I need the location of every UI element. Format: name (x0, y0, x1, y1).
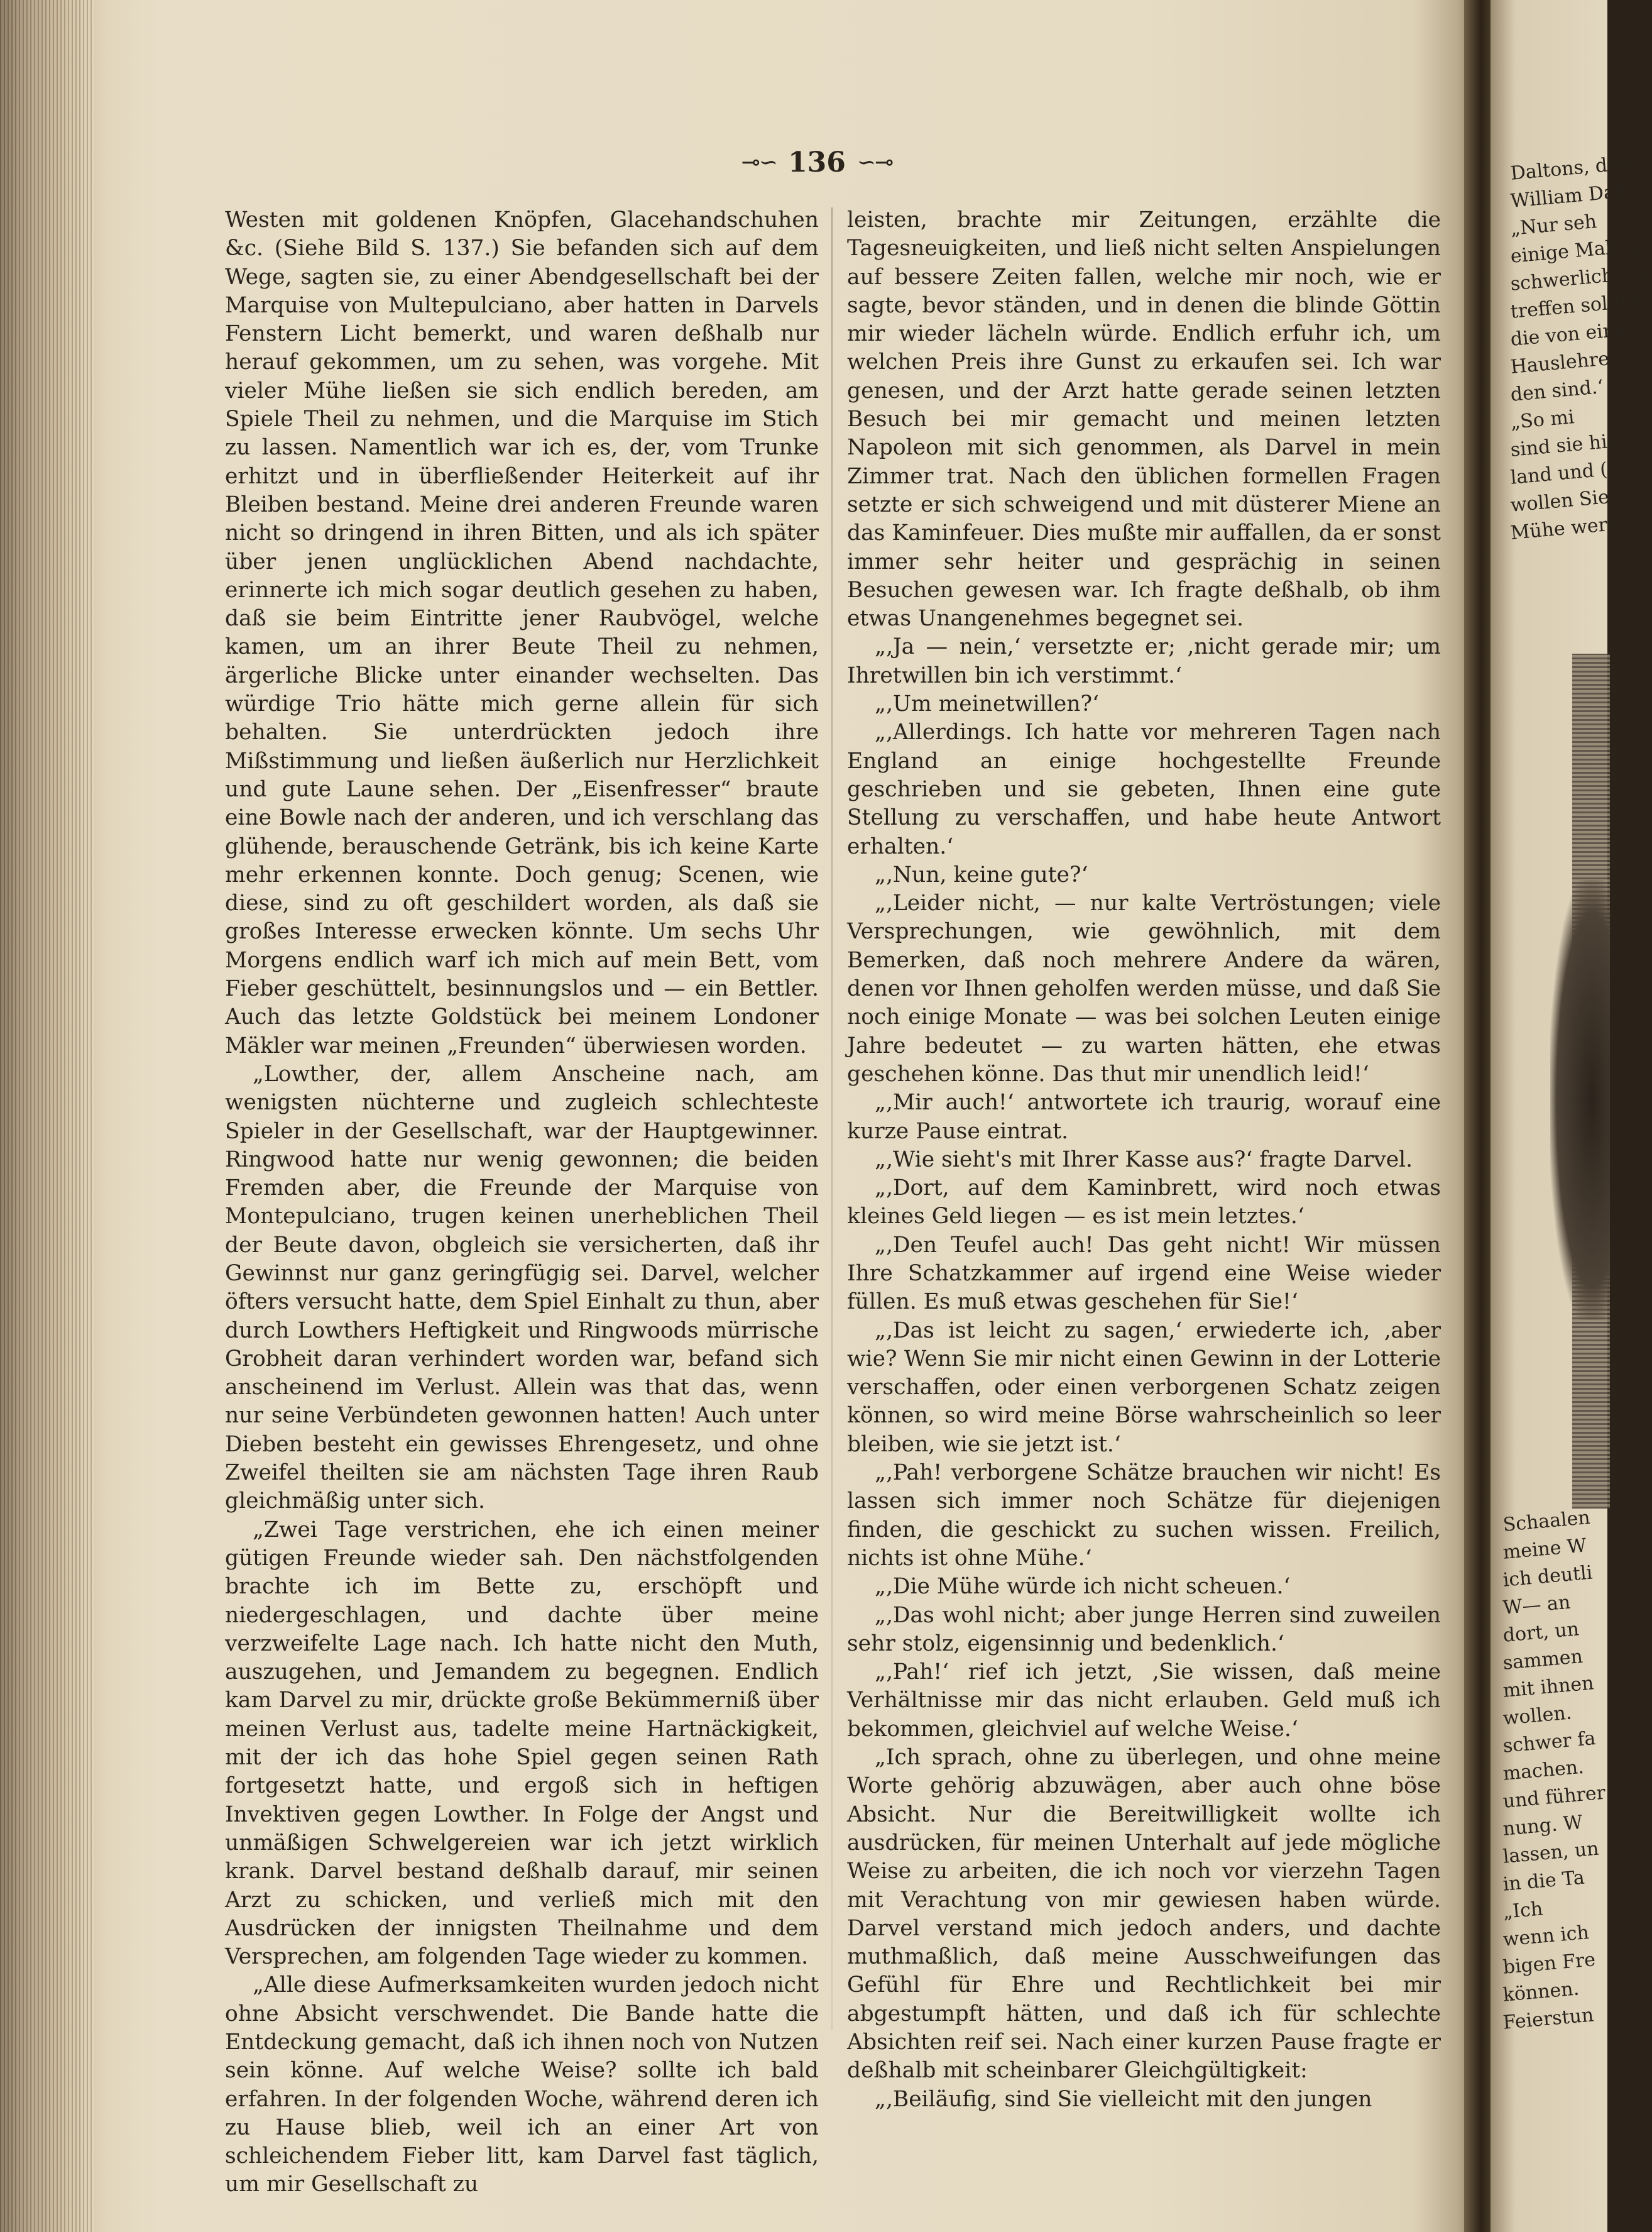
right-page-text-bottom (1502, 1506, 1619, 2037)
text-fragment: „Ich (1502, 1898, 1544, 1923)
text-fragment: „So mi (1509, 406, 1575, 434)
paragraph: „‚Den Teufel auch! Das geht nicht! Wir müssen Ihre Schatzkammer auf irgend eine Weise wieder füllen. Es muß etwas geschehen für Sie!‘ (847, 1232, 1441, 1315)
text-fragment: Schaalen (1502, 1506, 1591, 1536)
text-fragment: sammen (1502, 1645, 1584, 1674)
text-fragment: schwer fa (1502, 1727, 1597, 1757)
text-fragment: machen. (1502, 1756, 1585, 1785)
page-number: 136 (788, 146, 846, 179)
right-column (847, 206, 1441, 2114)
text-fragment: nung. W (1502, 1811, 1584, 1840)
text-fragment: treffen sollten (1509, 289, 1646, 323)
text-fragment: William Dalt (1509, 180, 1629, 212)
text-fragment: die von einer (1509, 317, 1636, 351)
ornament-left: ⊸∽ (741, 149, 777, 175)
paragraph: „‚Um meinetwillen?‘ (875, 691, 1099, 717)
paragraph: „Lowther, der, allem Anscheine nach, am wenigsten nüchterne und zugleich schlechteste Spieler in der Gesellschaft, war der Hauptgewinner. Ringwood hatte nur wenig gewonnen; die beiden Fremden aber, die Freunde der Marquise von Montepulciano, trugen keinen unerheblichen Theil der Beute davon, obgleich sie versicherten, daß ihr Gewinnst nur ganz geringfügig sei. Darvel, welcher öfters versucht hatte, dem Spiel Einhalt zu thun, aber durch Lowthers Heftigkeit und Ringwoods mürrische Grobheit daran verhindert worden war, befand sich anscheinend im Verlust. Allein was that das, wenn nur seine Verbündeten gewonnen hatten! Auch unter Dieben besteht ein gewisses Ehrengesetz, und ohne Zweifel theilten sie am nächsten Tage ihren Raub gleichmäßig unter sich. (225, 1061, 819, 1514)
text-fragment: W— an (1502, 1591, 1572, 1619)
text-fragment: sind sie hier (1509, 429, 1629, 461)
ornament-right: ∽⊸ (856, 149, 893, 175)
text-fragment: und führer (1502, 1781, 1607, 1813)
paragraph: „Ich sprach, ohne zu überlegen, und ohne meine Worte gehörig abzuwägen, aber auch ohne böse Absicht. Nur die Bereitwilligkeit wollte ich ausdrücken, für meinen Unterhalt auf jede mögliche Weise zu arbeiten, die ich noch vor vierzehn Tagen mit Verachtung von mir gewiesen haben würde. Darvel verstand mich jedoch anders, und dachte muthmaßlich, daß meine Ausschweifungen das Gefühl für Ehre und Rechtlichkeit bei mir abgestumpft hätten, und daß ich für schlechte Absichten reif sei. Nach einer kurzen Pause fragte er deßhalb mit scheinbarer Gleichgültigkeit: (847, 1745, 1441, 2084)
text-fragment: ich deutli (1502, 1561, 1594, 1592)
paragraph: Westen mit goldenen Knöpfen, Glacehandschuhen &c. (Siehe Bild S. 137.) Sie befanden sich auf dem Wege, sagten sie, zu einer Abendgesellschaft bei der Marquise von Multepulciano, aber hatten in Darvels Fenstern Licht bemerkt, und waren deßhalb nur herauf gekommen, um zu sehen, was vorgehe. Mit vieler Mühe ließen sie sich endlich bereden, am Spiele Theil zu nehmen, und die Marquise im Stich zu lassen. Namentlich war ich es, der, vom Trunke erhitzt und in überfließender Heiterkeit auf ihr Bleiben bestand. Meine drei anderen Freunde waren nicht so dringend in ihren Bitten, und als ich später über jenen unglücklichen Abend nachdachte, erinnerte ich mich sogar deutlich gesehen zu haben, daß sie beim Eintritte jener Raubvögel, welche kamen, um an ihrer Beute Theil zu nehmen, ärgerliche Blicke unter einander wechselten. Das würdige Trio hätte mich gerne allein für sich behalten. Sie unterdrückten jedoch ihre Mißstimmung und ließen äußerlich nur Herzlichkeit und gute Laune sehen. Der „Eisenfresser“ braute eine Bowle nach der anderen, und ich verschlang das glühende, berauschende Getränk, bis ich keine Karte mehr erkennen konnte. Doch genug; Scenen, wie diese, sind zu oft geschildert worden, als daß sie großes Interesse erwecken könnte. Um sechs Uhr Morgens endlich warf ich mich auf mein Bett, vom Fieber geschüttelt, besinnungslos und — ein Bettler. Auch das letzte Goldstück bei meinem Londoner Mäkler war meinen „Freunden“ überwiesen worden. (225, 207, 819, 1058)
column-divider (831, 207, 833, 2030)
paragraph: „‚Mir auch!‘ antwortete ich traurig, worauf eine kurze Pause eintrat. (847, 1090, 1441, 1144)
text-fragment: wollen Sie (1509, 486, 1611, 517)
text-fragment: können. (1502, 1977, 1580, 2006)
text-fragment: Mühe wert (1509, 513, 1616, 544)
paragraph: „‚Leider nicht, — nur kalte Vertröstungen; viele Versprechungen, wie gewöhnlich, mit dem Bemerken, daß noch mehrere Andere da wären, denen vor Ihnen geholfen werden müsse, und daß Sie noch einige Monate — was bei solchen Leuten einige Jahre bedeutet — zu warten hätten, ehe etwas geschehen könne. Das thut mir unendlich leid!‘ (847, 891, 1441, 1087)
text-fragment: in die Ta (1502, 1866, 1586, 1896)
text-fragment: Feierstun (1502, 2004, 1595, 2034)
text-fragment: schwerlich mit (1509, 261, 1652, 295)
page-edges (0, 0, 94, 2232)
right-page-text-top (1509, 152, 1652, 547)
paragraph: „‚Pah! verborgene Schätze brauchen wir nicht! Es lassen sich immer noch Schätze für diejenigen finden, die geschickt zu suchen wissen. Freilich, nichts ist ohne Mühe.‘ (847, 1460, 1441, 1571)
text-fragment: Daltons, den (1509, 152, 1632, 185)
text-fragment: „Nur seh (1509, 211, 1598, 240)
text-fragment: lassen, un (1502, 1837, 1600, 1868)
paragraph: „‚Beiläufig, sind Sie vielleicht mit den jungen (875, 2086, 1372, 2112)
page-header (691, 143, 943, 181)
right-page-partial (1491, 0, 1652, 2232)
book-gutter (1464, 0, 1492, 2232)
paragraph: „‚Wie sieht's mit Ihrer Kasse aus?‘ fragte Darvel. (875, 1146, 1413, 1172)
text-fragment: bigen Fre (1502, 1949, 1597, 1979)
text-fragment: meine W (1502, 1534, 1588, 1564)
paragraph: „‚Das wohl nicht; aber junge Herren sind zuweilen sehr stolz, eigensinnig und bedenklich.‘ (847, 1602, 1441, 1656)
paragraph: „‚Nun, keine gute?‘ (875, 862, 1088, 888)
engraving-figure (1550, 880, 1610, 1320)
paragraph: „‚Pah!‘ rief ich jetzt, ‚Sie wissen, daß meine Verhältnisse mir das nicht erlauben. Geld muß ich bekommen, gleichviel auf welche Weise.‘ (847, 1659, 1441, 1742)
paragraph: „‚Die Mühe würde ich nicht scheuen.‘ (875, 1574, 1291, 1600)
text-fragment: wollen. (1502, 1701, 1573, 1730)
paragraph: „‚Ja — nein,‘ versetzte er; ‚nicht gerade mir; um Ihretwillen bin ich verstimmt.‘ (847, 634, 1441, 688)
text-fragment: mit ihnen (1502, 1672, 1595, 1702)
text-fragment: Hauslehrer e (1509, 345, 1636, 378)
paragraph: „‚Das ist leicht zu sagen,‘ erwiederte ich, ‚aber wie? Wenn Sie mir nicht einen Gewinn in der Lotterie verschaffen, oder einen verborgenen Schatz zeigen können, so wird meine Börse wahrscheinlich so leer bleiben, wie sie jetzt ist.‘ (847, 1317, 1441, 1457)
text-fragment: den sind.‘ (1509, 376, 1605, 406)
left-column (225, 206, 819, 2199)
text-fragment: dort, un (1502, 1618, 1580, 1647)
paragraph: „‚Dort, auf dem Kaminbrett, wird noch etwas kleines Geld liegen — es ist mein letztes.‘ (847, 1175, 1441, 1229)
paragraph: leisten, brachte mir Zeitungen, erzählte die Tagesneuigkeiten, und ließ nicht selten Anspielungen auf bessere Zeiten fallen, welche mir noch, wie er sagte, bevor ständen, und in denen die blinde Göttin mir wieder lächeln würde. Endlich erfuhr ich, um welchen Preis ihre Gunst zu erkaufen sei. Ich war genesen, und der Arzt hatte gerade seinen letzten Besuch bei mir gemacht und meinen letzten Napoleon mit sich genommen, als Darvel in mein Zimmer trat. Nach den üblichen formellen Fragen setzte er sich schweigend und mit düsterer Miene an das Kaminfeuer. Dies mußte mir auffallen, da er sonst immer sehr heiter und gesprächig in seinen Besuchen gewesen war. Ich fragte deßhalb, ob ihm etwas Unangenehmes begegnet sei. (847, 207, 1441, 632)
paragraph: „‚Allerdings. Ich hatte vor mehreren Tagen nach England an einige hochgestellte Freunde geschrieben und sie gebeten, Ihnen eine gute Stellung zu verschaffen, und habe heute Antwort erhalten.‘ (847, 720, 1441, 859)
text-fragment: einige Male g (1509, 234, 1642, 268)
text-fragment: land und ( (1509, 458, 1609, 489)
paragraph: „Zwei Tage verstrichen, ehe ich einen meiner gütigen Freunde wieder sah. Den nächstfolgenden brachte ich im Bette zu, erschöpft und niedergeschlagen, und dachte über meine verzweifelte Lage nach. Ich hatte nicht den Muth, auszugehen, und Jemandem zu begegnen. Endlich kam Darvel zu mir, drückte große Bekümmerniß über meinen Verlust aus, tadelte meine Hartnäckigkeit, mit der ich das hohe Spiel gegen seinen Rath fortgesetzt hatte, und ergoß sich in heftigen Invektiven gegen Lowther. In Folge der Angst und unmäßigen Schwelgereien war ich jetzt wirklich krank. Darvel bestand deßhalb darauf, mir seinen Arzt zu schicken, und verließ mich mit den Ausdrücken der innigsten Theilnahme und dem Versprechen, am folgenden Tage wieder zu kommen. (225, 1517, 819, 1970)
paragraph: „Alle diese Aufmerksamkeiten wurden jedoch nicht ohne Absicht verschwendet. Die Bande hatte die Entdeckung gemacht, daß ich ihnen noch von Nutzen sein könne. Auf welche Weise? sollte ich bald erfahren. In der folgenden Woche, während deren ich zu Hause blieb, weil ich an einer Art von schleichendem Fieber litt, kam Darvel fast täglich, um mir Gesellschaft zu (225, 1972, 819, 2197)
text-fragment: wenn ich (1502, 1921, 1590, 1951)
